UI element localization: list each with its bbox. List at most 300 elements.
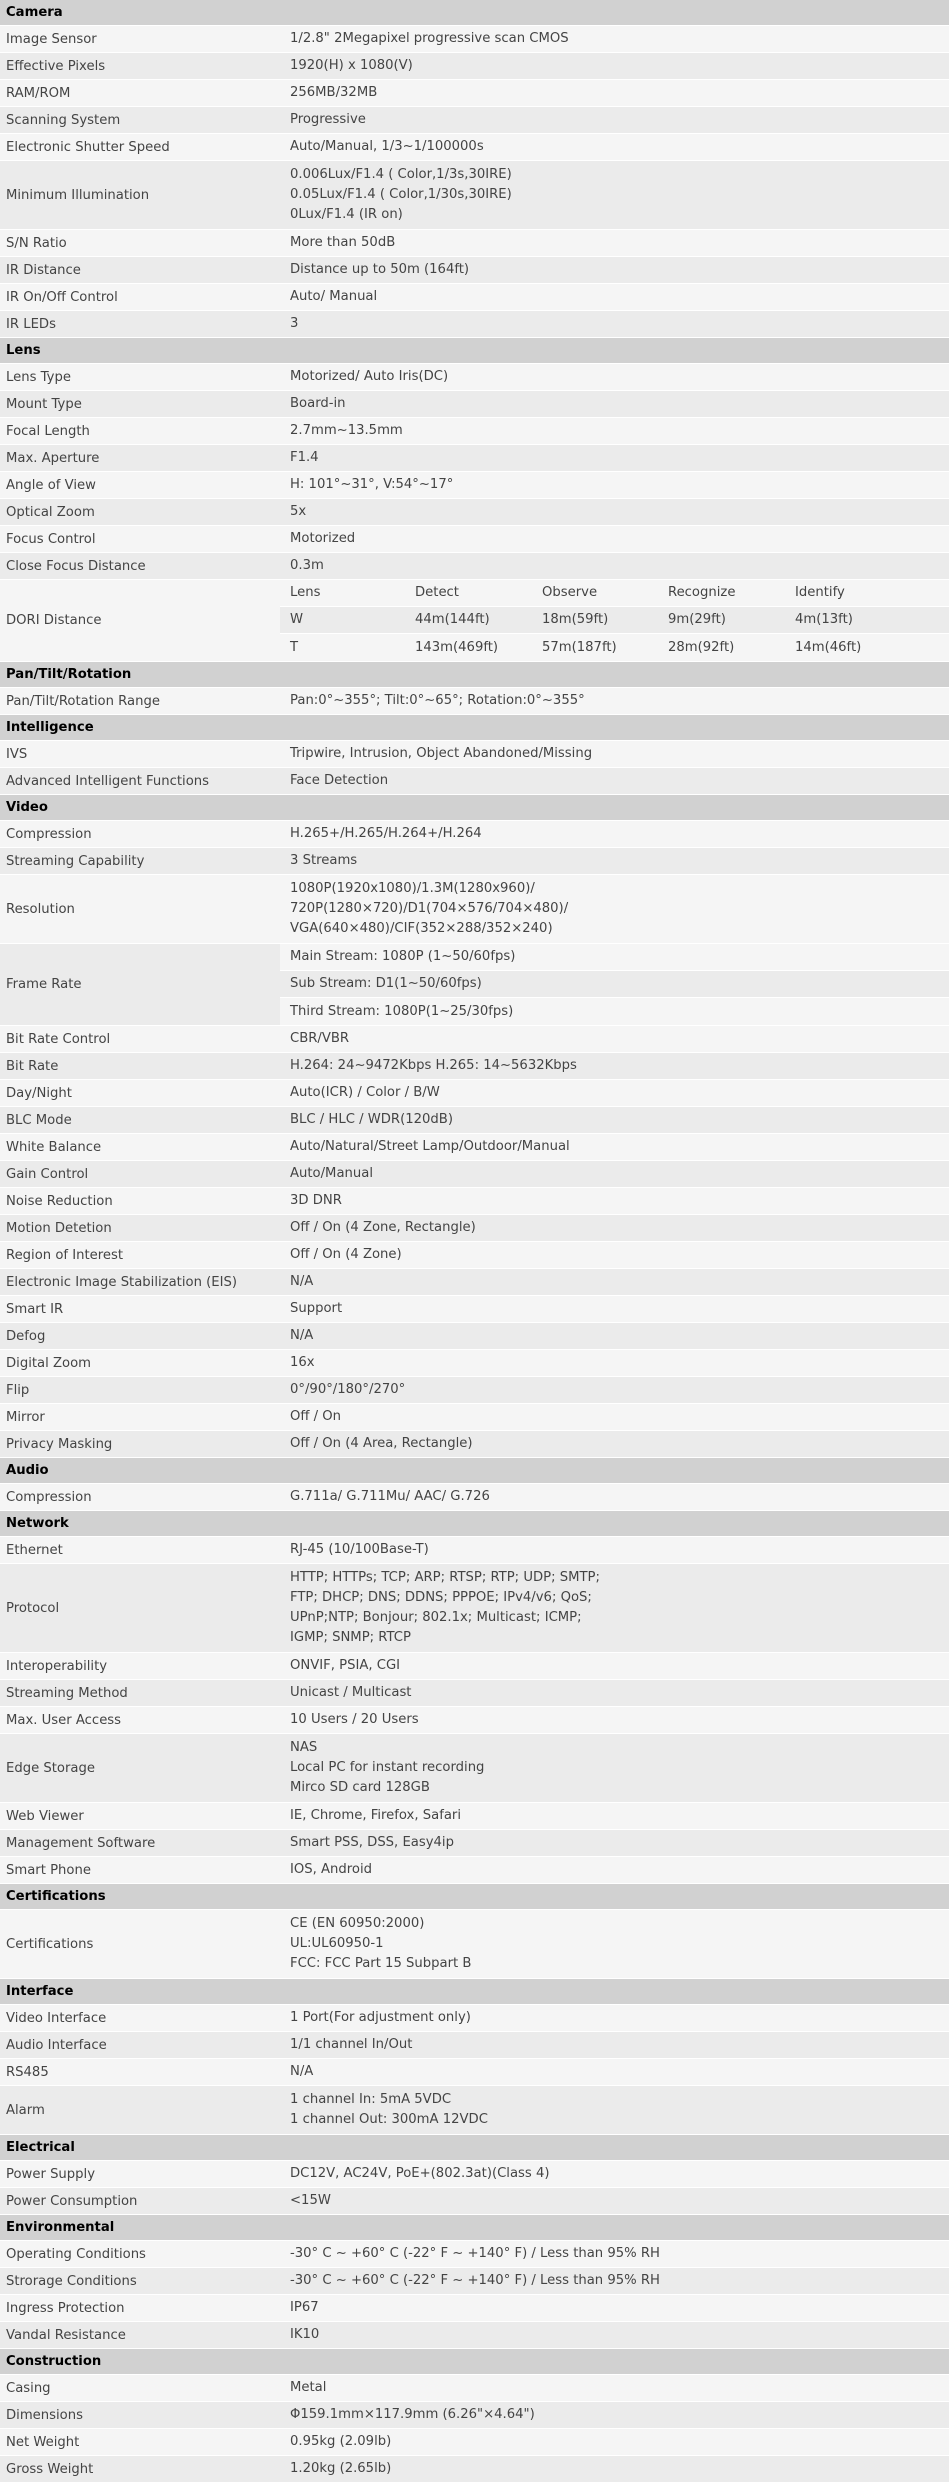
spec-value: [280, 1537, 949, 1563]
spec-value-line: More than 50dB: [290, 235, 396, 250]
spec-row: [0, 1537, 949, 1564]
spec-value-line: IGMP; SNMP; RTCP: [290, 1630, 411, 1645]
spec-value: [280, 1830, 949, 1856]
spec-label: White Balance: [6, 1139, 102, 1155]
spec-row: [0, 418, 949, 445]
spec-value-line: Distance up to 50m (164ft): [290, 262, 470, 277]
spec-row: [0, 1026, 949, 1053]
spec-value: [280, 1134, 949, 1160]
spec-value-line: HTTP; HTTPs; TCP; ARP; RTSP; RTP; UDP; SMTP;: [290, 1570, 600, 1585]
spec-value: [280, 944, 949, 1025]
spec-row: [0, 1857, 949, 1884]
spec-row: [0, 2188, 949, 2215]
dori-cell: Observe: [542, 585, 598, 600]
spec-value-line: 0.95kg (2.09lb): [290, 2434, 392, 2449]
spec-value-line: 1.20kg (2.65lb): [290, 2461, 392, 2476]
spec-row: [0, 257, 949, 284]
spec-label: RAM/ROM: [6, 85, 71, 101]
spec-value-line: Auto(ICR) / Color / B/W: [290, 1085, 440, 1100]
spec-row: [0, 53, 949, 80]
spec-value: [280, 768, 949, 794]
spec-value: [280, 688, 949, 714]
spec-value-line: -30° C ~ +60° C (-22° F ~ +140° F) / Less than 95% RH: [290, 2273, 660, 2288]
spec-row: [0, 134, 949, 161]
spec-value: [280, 2322, 949, 2348]
spec-value: [280, 2241, 949, 2267]
spec-value-line: CBR/VBR: [290, 1031, 350, 1046]
spec-row: [0, 1377, 949, 1404]
spec-row: [0, 2086, 949, 2135]
spec-value-line: NAS: [290, 1740, 318, 1755]
spec-row: [0, 311, 949, 338]
spec-value-line: 3: [290, 316, 299, 331]
spec-value-line: Board-in: [290, 396, 346, 411]
spec-row: [0, 445, 949, 472]
spec-label: Bit Rate Control: [6, 1031, 111, 1047]
spec-value: [280, 53, 949, 79]
spec-subvalue: Sub Stream: D1(1~50/60fps): [280, 971, 949, 998]
spec-value-line: 1920(H) x 1080(V): [290, 58, 413, 73]
spec-value-line: 0.05Lux/F1.4 ( Color,1/30s,30IRE): [290, 187, 512, 202]
spec-value-line: IE, Chrome, Firefox, Safari: [290, 1808, 462, 1823]
spec-row: [0, 284, 949, 311]
spec-value: [280, 1269, 949, 1295]
spec-value: [280, 284, 949, 310]
spec-label: Strorage Conditions: [6, 2273, 137, 2289]
spec-value-line: 16x: [290, 1355, 315, 1370]
spec-value-line: N/A: [290, 1328, 314, 1343]
spec-value-line: FCC: FCC Part 15 Subpart B: [290, 1956, 472, 1971]
spec-label: Edge Storage: [6, 1760, 95, 1776]
spec-row: [0, 1242, 949, 1269]
section-header: Pan/Tilt/Rotation: [0, 662, 949, 688]
spec-value: [280, 134, 949, 160]
spec-value: [280, 1484, 949, 1510]
spec-value: [280, 1803, 949, 1829]
spec-row: [0, 1161, 949, 1188]
spec-value: [280, 418, 949, 444]
spec-value-line: 1/2.8" 2Megapixel progressive scan CMOS: [290, 31, 569, 46]
spec-label: Effective Pixels: [6, 58, 106, 74]
spec-label: Focal Length: [6, 423, 90, 439]
spec-value-line: FTP; DHCP; DNS; DDNS; PPPOE; IPv4/v6; QoS;: [290, 1590, 592, 1605]
spec-label: DORI Distance: [6, 613, 102, 628]
spec-value: [280, 1857, 949, 1883]
spec-value: [280, 107, 949, 133]
spec-label: Defog: [6, 1328, 46, 1344]
spec-value-line: <15W: [290, 2193, 331, 2208]
spec-label: Net Weight: [6, 2434, 80, 2450]
spec-value-line: 1080P(1920x1080)/1.3M(1280x960)/: [290, 881, 535, 896]
spec-value-line: 0Lux/F1.4 (IR on): [290, 207, 403, 222]
spec-label: Power Consumption: [6, 2193, 138, 2209]
spec-row: [0, 1080, 949, 1107]
spec-row: [0, 768, 949, 795]
spec-value: [280, 472, 949, 498]
dori-row: [280, 607, 949, 634]
spec-value: [280, 875, 949, 943]
spec-value-line: N/A: [290, 2064, 314, 2079]
spec-label: Motion Detetion: [6, 1220, 112, 1236]
spec-label: Casing: [6, 2380, 51, 2396]
spec-row: [0, 1404, 949, 1431]
spec-label: Optical Zoom: [6, 504, 95, 520]
spec-value-line: Auto/Natural/Street Lamp/Outdoor/Manual: [290, 1139, 570, 1154]
spec-label: Dimensions: [6, 2407, 83, 2423]
spec-row: [0, 1431, 949, 1458]
spec-value: [280, 2032, 949, 2058]
spec-subvalue: Third Stream: 1080P(1~25/30fps): [280, 998, 949, 1025]
spec-value-line: IP67: [290, 2300, 319, 2315]
spec-value: [280, 2059, 949, 2085]
spec-row: [0, 2059, 949, 2086]
spec-value-line: H.265+/H.265/H.264+/H.264: [290, 826, 482, 841]
spec-value: [280, 1653, 949, 1679]
spec-row: [0, 1134, 949, 1161]
spec-value: [280, 1910, 949, 1978]
spec-row: [0, 391, 949, 418]
spec-value-line: 1/1 channel In/Out: [290, 2037, 413, 2052]
spec-value: [280, 2188, 949, 2214]
section-header: Lens: [0, 338, 949, 364]
spec-row: [0, 580, 949, 662]
spec-label: Angle of View: [6, 477, 96, 493]
spec-value: [280, 848, 949, 874]
spec-label: Lens Type: [6, 369, 71, 385]
spec-row: [0, 1296, 949, 1323]
spec-value-line: 256MB/32MB: [290, 85, 378, 100]
section-header: Environmental: [0, 2215, 949, 2241]
dori-cell: 18m(59ft): [542, 612, 609, 627]
dori-row: [280, 580, 949, 607]
spec-value: [280, 161, 949, 229]
spec-label: Streaming Method: [6, 1685, 128, 1701]
section-header: Electrical: [0, 2135, 949, 2161]
spec-value-line: Pan:0°~355°; Tilt:0°~65°; Rotation:0°~355°: [290, 693, 585, 708]
spec-value-line: H: 101°~31°, V:54°~17°: [290, 477, 454, 492]
spec-row: [0, 2429, 949, 2456]
spec-row: [0, 1323, 949, 1350]
spec-value-line: F1.4: [290, 450, 319, 465]
spec-value-line: 0°/90°/180°/270°: [290, 1382, 406, 1397]
spec-label: Mirror: [6, 1409, 45, 1425]
spec-value: [280, 2086, 949, 2134]
spec-value: [280, 1053, 949, 1079]
spec-label: Streaming Capability: [6, 853, 145, 869]
spec-row: [0, 848, 949, 875]
spec-row: [0, 553, 949, 580]
spec-value: [280, 1564, 949, 1652]
spec-value-line: 720P(1280×720)/D1(704×576/704×480)/: [290, 901, 569, 916]
spec-value: [280, 1215, 949, 1241]
spec-label: Ingress Protection: [6, 2300, 125, 2316]
section-header: Video: [0, 795, 949, 821]
dori-cell: T: [290, 639, 299, 655]
spec-value-line: Unicast / Multicast: [290, 1685, 412, 1700]
spec-label: Focus Control: [6, 531, 96, 547]
spec-label: Video Interface: [6, 2010, 107, 2026]
dori-cell: 14m(46ft): [795, 639, 862, 655]
spec-row: [0, 2241, 949, 2268]
spec-value-line: 3D DNR: [290, 1193, 342, 1208]
spec-row: [0, 1803, 949, 1830]
spec-row: [0, 2295, 949, 2322]
dori-cell: 28m(92ft): [668, 639, 735, 655]
spec-row: [0, 161, 949, 230]
spec-value: [280, 526, 949, 552]
spec-row: [0, 2005, 949, 2032]
spec-row: [0, 526, 949, 553]
spec-row: [0, 2161, 949, 2188]
spec-row: [0, 80, 949, 107]
spec-value: [280, 1404, 949, 1430]
spec-label: Alarm: [6, 2102, 45, 2118]
spec-label: Digital Zoom: [6, 1355, 91, 1371]
spec-value: [280, 26, 949, 52]
spec-value-line: -30° C ~ +60° C (-22° F ~ +140° F) / Less than 95% RH: [290, 2246, 660, 2261]
spec-row: [0, 499, 949, 526]
spec-label: Resolution: [6, 901, 75, 917]
spec-value: [280, 1707, 949, 1733]
dori-cell: Detect: [415, 585, 459, 600]
spec-row: [0, 1734, 949, 1803]
spec-value: [280, 1350, 949, 1376]
spec-label: BLC Mode: [6, 1112, 72, 1128]
spec-row: [0, 1215, 949, 1242]
spec-value-line: IOS, Android: [290, 1862, 373, 1877]
section-header: Network: [0, 1511, 949, 1537]
spec-value: [280, 499, 949, 525]
dori-cell: W: [290, 612, 304, 627]
spec-value: [280, 1161, 949, 1187]
spec-label: Management Software: [6, 1835, 156, 1851]
spec-value-line: 1 Port(For adjustment only): [290, 2010, 471, 2025]
spec-label: Gain Control: [6, 1166, 89, 1182]
spec-label: Audio Interface: [6, 2037, 107, 2053]
spec-row: [0, 1910, 949, 1979]
spec-value: [280, 1431, 949, 1457]
spec-value-line: Local PC for instant recording: [290, 1760, 485, 1775]
spec-label: Ethernet: [6, 1542, 63, 1558]
spec-value-line: Tripwire, Intrusion, Object Abandoned/Missing: [290, 746, 593, 761]
spec-value: [280, 364, 949, 390]
spec-row: [0, 1484, 949, 1511]
dori-cell: 57m(187ft): [542, 639, 617, 655]
spec-label: Close Focus Distance: [6, 558, 146, 574]
spec-value: [280, 741, 949, 767]
spec-label: Electronic Shutter Speed: [6, 139, 170, 155]
spec-row: [0, 1653, 949, 1680]
dori-table: [280, 580, 949, 661]
spec-label: Protocol: [6, 1600, 60, 1616]
spec-value: [280, 1188, 949, 1214]
spec-label: Smart IR: [6, 1301, 64, 1317]
spec-label: Gross Weight: [6, 2461, 94, 2477]
spec-row: [0, 2375, 949, 2402]
spec-row: [0, 472, 949, 499]
spec-row: [0, 2032, 949, 2059]
dori-cell: 143m(469ft): [415, 639, 499, 655]
spec-row: [0, 741, 949, 768]
spec-value: [280, 1026, 949, 1052]
spec-label: Scanning System: [6, 112, 121, 128]
spec-row: [0, 944, 949, 1026]
spec-row: [0, 2456, 949, 2483]
spec-value: [280, 445, 949, 471]
spec-value-line: Off / On (4 Zone, Rectangle): [290, 1220, 476, 1235]
spec-label: Compression: [6, 826, 92, 842]
spec-value-line: 2.7mm~13.5mm: [290, 423, 403, 438]
spec-value-line: Face Detection: [290, 773, 389, 788]
spec-label: Interoperability: [6, 1658, 108, 1674]
spec-value: [280, 1323, 949, 1349]
spec-value: [280, 1680, 949, 1706]
spec-value-line: 0.3m: [290, 558, 324, 573]
spec-value-line: BLC / HLC / WDR(120dB): [290, 1112, 453, 1127]
spec-label: Minimum Illumination: [6, 187, 150, 203]
spec-value-line: Motorized: [290, 531, 356, 546]
spec-label: Image Sensor: [6, 31, 97, 47]
spec-label: Web Viewer: [6, 1808, 84, 1824]
spec-value-line: IK10: [290, 2327, 320, 2342]
spec-value-line: 1 channel Out: 300mA 12VDC: [290, 2112, 488, 2127]
spec-label: Flip: [6, 1382, 30, 1398]
spec-label: Bit Rate: [6, 1058, 59, 1074]
spec-value: [280, 2375, 949, 2401]
spec-label: IR On/Off Control: [6, 289, 118, 305]
spec-row: [0, 230, 949, 257]
dori-cell: 9m(29ft): [668, 612, 726, 627]
section-header: Camera: [0, 0, 949, 26]
spec-label: Power Supply: [6, 2166, 96, 2182]
spec-label: Day/Night: [6, 1085, 72, 1101]
spec-label: IVS: [6, 746, 28, 762]
spec-value: [280, 2402, 949, 2428]
spec-label: Pan/Tilt/Rotation Range: [6, 693, 160, 709]
spec-value-line: Metal: [290, 2380, 327, 2395]
spec-label: Smart Phone: [6, 1862, 91, 1878]
spec-value-line: 5x: [290, 504, 307, 519]
spec-value-line: Mirco SD card 128GB: [290, 1780, 430, 1795]
spec-value-line: VGA(640×480)/CIF(352×288/352×240): [290, 921, 553, 936]
spec-row: [0, 1053, 949, 1080]
spec-value-line: CE (EN 60950:2000): [290, 1916, 425, 1931]
spec-label: IR Distance: [6, 262, 81, 278]
spec-label: Frame Rate: [6, 977, 82, 992]
spec-value-line: 10 Users / 20 Users: [290, 1712, 419, 1727]
spec-value-line: G.711a/ G.711Mu/ AAC/ G.726: [290, 1489, 490, 1504]
spec-row: [0, 1680, 949, 1707]
spec-value: [280, 2005, 949, 2031]
spec-label: Privacy Masking: [6, 1436, 113, 1452]
spec-value-line: 3 Streams: [290, 853, 358, 868]
spec-value: [280, 311, 949, 337]
spec-value-line: 1 channel In: 5mA 5VDC: [290, 2092, 452, 2107]
spec-value: [280, 257, 949, 283]
spec-value: [280, 2268, 949, 2294]
spec-label: Electronic Image Stabilization (EIS): [6, 1274, 238, 1290]
dori-cell: 4m(13ft): [795, 612, 853, 627]
spec-label: Certifications: [6, 1936, 94, 1952]
spec-value: [280, 1107, 949, 1133]
spec-value-line: H.264: 24~9472Kbps H.265: 14~5632Kbps: [290, 1058, 577, 1073]
dori-cell: Recognize: [668, 585, 736, 600]
spec-label: Max. Aperture: [6, 450, 100, 466]
spec-row: [0, 1269, 949, 1296]
spec-value: [280, 2295, 949, 2321]
spec-value-line: Off / On (4 Area, Rectangle): [290, 1436, 473, 1451]
dori-cell: 44m(144ft): [415, 612, 490, 627]
spec-value: [280, 1734, 949, 1802]
spec-row: [0, 2402, 949, 2429]
spec-value-line: Auto/Manual: [290, 1166, 373, 1181]
spec-value-line: Smart PSS, DSS, Easy4ip: [290, 1835, 454, 1850]
spec-value: [280, 1080, 949, 1106]
spec-value-line: Motorized/ Auto Iris(DC): [290, 369, 449, 384]
spec-row: [0, 1564, 949, 1653]
spec-value: [280, 1377, 949, 1403]
spec-row: [0, 364, 949, 391]
spec-row: [0, 1188, 949, 1215]
spec-row: [0, 875, 949, 944]
spec-value: [280, 821, 949, 847]
spec-label: Vandal Resistance: [6, 2327, 126, 2343]
spec-value-line: Off / On: [290, 1409, 342, 1424]
dori-cell: Identify: [795, 585, 845, 600]
section-header: Construction: [0, 2349, 949, 2375]
spec-label: Mount Type: [6, 396, 82, 412]
spec-row: [0, 26, 949, 53]
spec-value: [280, 1296, 949, 1322]
spec-value-line: 0.006Lux/F1.4 ( Color,1/3s,30IRE): [290, 167, 512, 182]
spec-value: [280, 553, 949, 579]
section-header: Intelligence: [0, 715, 949, 741]
spec-value-line: DC12V, AC24V, PoE+(802.3at)(Class 4): [290, 2166, 550, 2181]
spec-label: S/N Ratio: [6, 235, 67, 251]
spec-value: [280, 1242, 949, 1268]
section-header: Interface: [0, 1979, 949, 2005]
spec-row: [0, 2322, 949, 2349]
spec-row: [0, 821, 949, 848]
spec-value-line: ONVIF, PSIA, CGI: [290, 1658, 401, 1673]
spec-row: [0, 107, 949, 134]
spec-row: [0, 1107, 949, 1134]
spec-value-line: N/A: [290, 1274, 314, 1289]
spec-value-line: Φ159.1mm×117.9mm (6.26"×4.64"): [290, 2407, 535, 2422]
spec-value-line: Off / On (4 Zone): [290, 1247, 402, 1262]
spec-value: [280, 2161, 949, 2187]
spec-value-line: Auto/Manual, 1/3~1/100000s: [290, 139, 484, 154]
spec-label: RS485: [6, 2064, 49, 2080]
spec-value-line: UPnP;NTP; Bonjour; 802.1x; Multicast; ICMP;: [290, 1610, 582, 1625]
spec-label: Compression: [6, 1489, 92, 1505]
spec-row: [0, 1830, 949, 1857]
spec-label: Max. User Access: [6, 1712, 122, 1728]
spec-row: [0, 2268, 949, 2295]
spec-label: Region of Interest: [6, 1247, 124, 1263]
spec-label: Advanced Intelligent Functions: [6, 773, 210, 789]
section-header: Certifications: [0, 1884, 949, 1910]
spec-label: Noise Reduction: [6, 1193, 113, 1209]
spec-value-line: UL:UL60950-1: [290, 1936, 384, 1951]
spec-value: [280, 2429, 949, 2455]
spec-value: [280, 391, 949, 417]
section-header: Audio: [0, 1458, 949, 1484]
spec-value-line: Auto/ Manual: [290, 289, 378, 304]
spec-value: [280, 230, 949, 256]
spec-subvalue: Main Stream: 1080P (1~50/60fps): [280, 944, 949, 971]
spec-row: [0, 1707, 949, 1734]
